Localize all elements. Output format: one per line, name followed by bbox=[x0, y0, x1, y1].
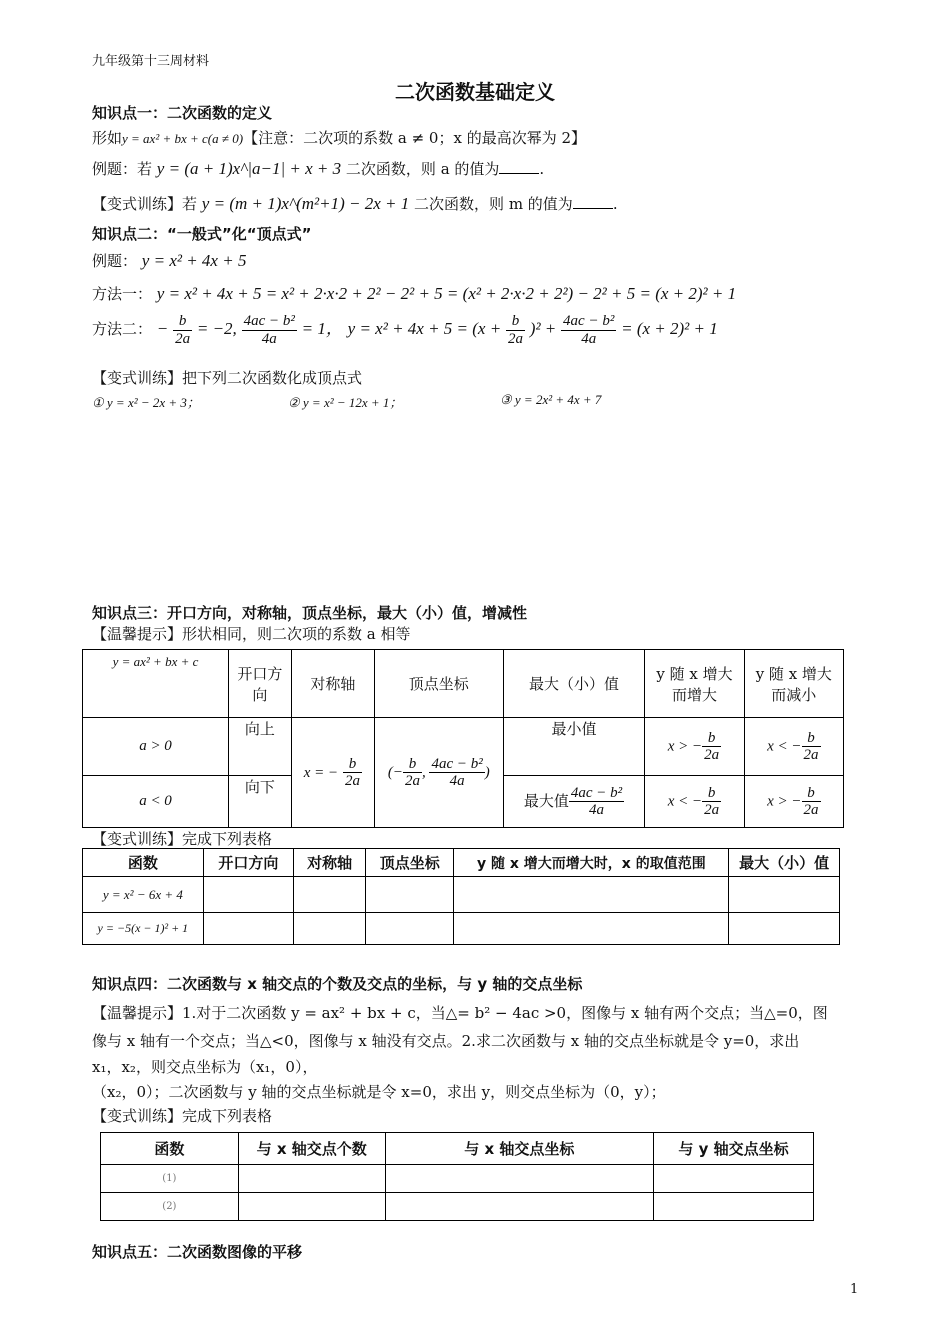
table-header: y 随 x 增大而增大时，x 的取值范围 bbox=[454, 849, 729, 877]
k1-train-prefix: 【变式训练】若 bbox=[92, 195, 198, 213]
running-title: 九年级第十三周材料 bbox=[92, 54, 210, 69]
k1-form-line bbox=[92, 127, 586, 148]
table-header: 顶点坐标 bbox=[366, 849, 454, 877]
input-cell[interactable] bbox=[654, 1165, 814, 1193]
table-cell: (− $\frac{b}{2a}$ , $\frac{\text{4ac − b²}}{4a}$ ) bbox=[374, 718, 503, 828]
table-header: 与 x 轴交点个数 bbox=[238, 1133, 385, 1165]
k1-train: 【变式训练】若 y = (m + 1)x^(m²+1) − 2x + 1 二次函数，则 m 的值为 . bbox=[92, 194, 618, 213]
table-cell: a > 0 bbox=[83, 718, 229, 776]
k1-example: 例题：若 y = (a + 1)x^|a−1| + x + 3 二次函数，则 a 的值为 . bbox=[92, 159, 545, 178]
table-header: y = ax² + bx + c bbox=[83, 650, 229, 718]
answer-blank[interactable] bbox=[573, 208, 613, 209]
k2-method2-part-c: y = x² + 4x + 5 = (x + bbox=[347, 319, 502, 338]
k3-properties-table bbox=[82, 649, 844, 828]
k1-train-suffix: 二次函数，则 m 的值为 bbox=[414, 195, 573, 213]
table-header: 与 y 轴交点坐标 bbox=[654, 1133, 814, 1165]
fraction: $\frac{\text{4ac − b²}}{4a}$ bbox=[243, 313, 295, 347]
k2-method2: 方法二： − $\frac{b}{2a}$ = −2, $\frac{\text{4ac − b²}}{4a}$ = 1， y = x² + 4x + 5 = (x + $\frac{b}{2a}$ )² + $\frac{\text{4ac − b²}}{4a}$ = (x + 2)² + 1 bbox=[92, 313, 718, 347]
k1-heading: 知识点一：二次函数的定义 bbox=[92, 104, 273, 122]
k2-example-expr: y = x² + 4x + 5 bbox=[141, 251, 247, 270]
k3-exercise-table bbox=[82, 848, 840, 945]
table-cell: y = −5(x − 1)² + 1 bbox=[83, 913, 204, 945]
table-header: 最大（小）值 bbox=[729, 849, 840, 877]
input-cell[interactable] bbox=[454, 913, 729, 945]
k2-method1 bbox=[92, 283, 736, 304]
input-cell[interactable] bbox=[385, 1165, 654, 1193]
table-cell: (1) bbox=[101, 1165, 239, 1193]
input-cell[interactable] bbox=[385, 1193, 654, 1221]
k2-example-label: 例题： bbox=[92, 252, 138, 270]
dec-expr: x > − bbox=[767, 792, 802, 809]
fraction: $\frac{b}{2a}$ bbox=[404, 755, 420, 789]
k3-train: 【变式训练】完成下列表格 bbox=[92, 830, 273, 848]
k2-example bbox=[92, 250, 246, 271]
input-cell[interactable] bbox=[366, 913, 454, 945]
fraction: $\frac{b}{2a}$ bbox=[704, 729, 720, 763]
table-header: 开口方向 bbox=[203, 849, 293, 877]
table-header: 函数 bbox=[101, 1133, 239, 1165]
k4-tip-line-1: 【温馨提示】1.对于二次函数 y = ax² + bx + c，当△= b² − 4ac >0，图像与 x 轴有两个交点；当△=0，图 bbox=[92, 1004, 828, 1022]
table-header: y 随 x 增大而增大 bbox=[645, 650, 744, 718]
fraction: $\frac{b}{2a}$ bbox=[704, 784, 720, 818]
k4-heading: 知识点四：二次函数与 x 轴交点的个数及交点的坐标，与 y 轴的交点坐标 bbox=[92, 975, 583, 993]
table-cell bbox=[744, 776, 843, 828]
k2-method2-part-e: = (x + 2)² + 1 bbox=[621, 319, 718, 338]
k2-method2-part-d: )² + bbox=[529, 319, 557, 338]
k2-train: 【变式训练】把下列二次函数化成顶点式 bbox=[92, 369, 363, 387]
input-cell[interactable] bbox=[294, 877, 366, 913]
input-cell[interactable] bbox=[454, 877, 729, 913]
fraction: $\frac{\text{4ac − b²}}{4a}$ bbox=[563, 313, 615, 347]
table-cell bbox=[645, 776, 744, 828]
k2-method2-part-b: = 1， bbox=[301, 319, 343, 338]
table-cell bbox=[291, 718, 374, 828]
fraction: $\frac{b}{2a}$ bbox=[508, 313, 523, 347]
table-header: 函数 bbox=[83, 849, 204, 877]
table-header: 开口方向 bbox=[229, 650, 292, 718]
k2-item-3: ③ y = 2x² + 4x + 7 bbox=[500, 392, 602, 407]
input-cell[interactable] bbox=[654, 1193, 814, 1221]
k4-tip-line-3: x₁，x₂，则交点坐标为（x₁，0）， bbox=[92, 1058, 318, 1076]
k1-example-suffix: 二次函数，则 a 的值为 bbox=[345, 160, 500, 178]
fraction: $\frac{\text{4ac − b²}}{4a}$ bbox=[431, 755, 483, 789]
k4-tip-line-2: 像与 x 轴有一个交点；当△<0，图像与 x 轴没有交点。2.求二次函数与 x 轴的交点坐标就是令 y=0，求出 bbox=[92, 1032, 800, 1050]
table-header: 顶点坐标 bbox=[374, 650, 503, 718]
table-header: y 随 x 增大而减小 bbox=[744, 650, 843, 718]
k1-form-expr: y = ax² + bx + c(a ≠ 0) bbox=[122, 131, 244, 146]
input-cell[interactable] bbox=[238, 1165, 385, 1193]
table-cell: 向下 bbox=[229, 776, 292, 828]
k4-exercise-table bbox=[100, 1132, 814, 1221]
k1-form-label: 形如 bbox=[92, 129, 123, 147]
table-header: 对称轴 bbox=[291, 650, 374, 718]
k2-method1-expr: y = x² + 4x + 5 = x² + 2·x·2 + 2² − 2² + 5 = (x² + 2·x·2 + 2²) − 2² + 5 = (x + 2)² + 1 bbox=[156, 284, 737, 303]
table-cell: 最小值 bbox=[503, 718, 645, 776]
table-header: 与 x 轴交点坐标 bbox=[385, 1133, 654, 1165]
k4-train: 【变式训练】完成下列表格 bbox=[92, 1107, 273, 1125]
table-cell bbox=[503, 776, 645, 828]
page-number: 1 bbox=[850, 1282, 859, 1297]
k2-method2-label: 方法二： bbox=[92, 320, 153, 338]
axis-expr: x = − bbox=[303, 764, 339, 781]
answer-blank[interactable] bbox=[499, 173, 539, 174]
k5-heading: 知识点五：二次函数图像的平移 bbox=[92, 1243, 303, 1261]
input-cell[interactable] bbox=[203, 877, 293, 913]
fraction: $\frac{b}{2a}$ bbox=[175, 313, 191, 347]
table-cell bbox=[744, 718, 843, 776]
input-cell[interactable] bbox=[203, 913, 293, 945]
table-cell: 向上 bbox=[229, 718, 292, 776]
page-title: 二次函数基础定义 bbox=[395, 80, 555, 104]
table-cell: (2) bbox=[101, 1193, 239, 1221]
k2-method1-label: 方法一： bbox=[92, 285, 153, 303]
k2-item-1: ① y = x² − 2x + 3； bbox=[92, 395, 200, 410]
input-cell[interactable] bbox=[729, 913, 840, 945]
k2-item-2: ② y = x² − 12x + 1； bbox=[288, 395, 403, 410]
k2-method2-part-a: = −2, bbox=[196, 319, 237, 338]
k1-example-expr: y = (a + 1)x^|a−1| + x + 3 bbox=[156, 159, 342, 178]
input-cell[interactable] bbox=[238, 1193, 385, 1221]
table-cell bbox=[645, 718, 744, 776]
k3-heading: 知识点三：开口方向，对称轴，顶点坐标，最大（小）值，增减性 bbox=[92, 604, 528, 622]
ext-label: 最大值 bbox=[523, 791, 569, 810]
fraction: $\frac{\text{4ac − b²}}{4a}$ bbox=[570, 784, 623, 818]
fraction: $\frac{b}{2a}$ bbox=[344, 755, 360, 789]
input-cell[interactable] bbox=[729, 877, 840, 913]
k3-tip: 【温馨提示】形状相同，则二次项的系数 a 相等 bbox=[92, 625, 411, 643]
table-cell: a < 0 bbox=[83, 776, 229, 828]
table-header: 最大（小）值 bbox=[503, 650, 645, 718]
k1-note: 【注意：二次项的系数 a ≠ 0；x 的最高次幂为 2】 bbox=[243, 129, 587, 147]
k1-train-expr: y = (m + 1)x^(m²+1) − 2x + 1 bbox=[201, 194, 410, 213]
fraction: $\frac{b}{2a}$ bbox=[803, 784, 819, 818]
k2-heading: 知识点二：“一般式”化“顶点式” bbox=[92, 225, 312, 243]
dec-expr: x < − bbox=[767, 737, 802, 754]
inc-expr: x > − bbox=[667, 737, 703, 754]
table-cell: y = x² − 6x + 4 bbox=[83, 877, 204, 913]
inc-expr: x < − bbox=[667, 792, 703, 809]
k4-tip-line-4: （x₂，0）；二次函数与 y 轴的交点坐标就是令 x=0，求出 y，则交点坐标为（0，y）； bbox=[92, 1083, 666, 1101]
fraction: $\frac{b}{2a}$ bbox=[803, 729, 819, 763]
input-cell[interactable] bbox=[366, 877, 454, 913]
table-header: 对称轴 bbox=[294, 849, 366, 877]
k1-example-prefix: 例题：若 bbox=[92, 160, 153, 178]
input-cell[interactable] bbox=[294, 913, 366, 945]
